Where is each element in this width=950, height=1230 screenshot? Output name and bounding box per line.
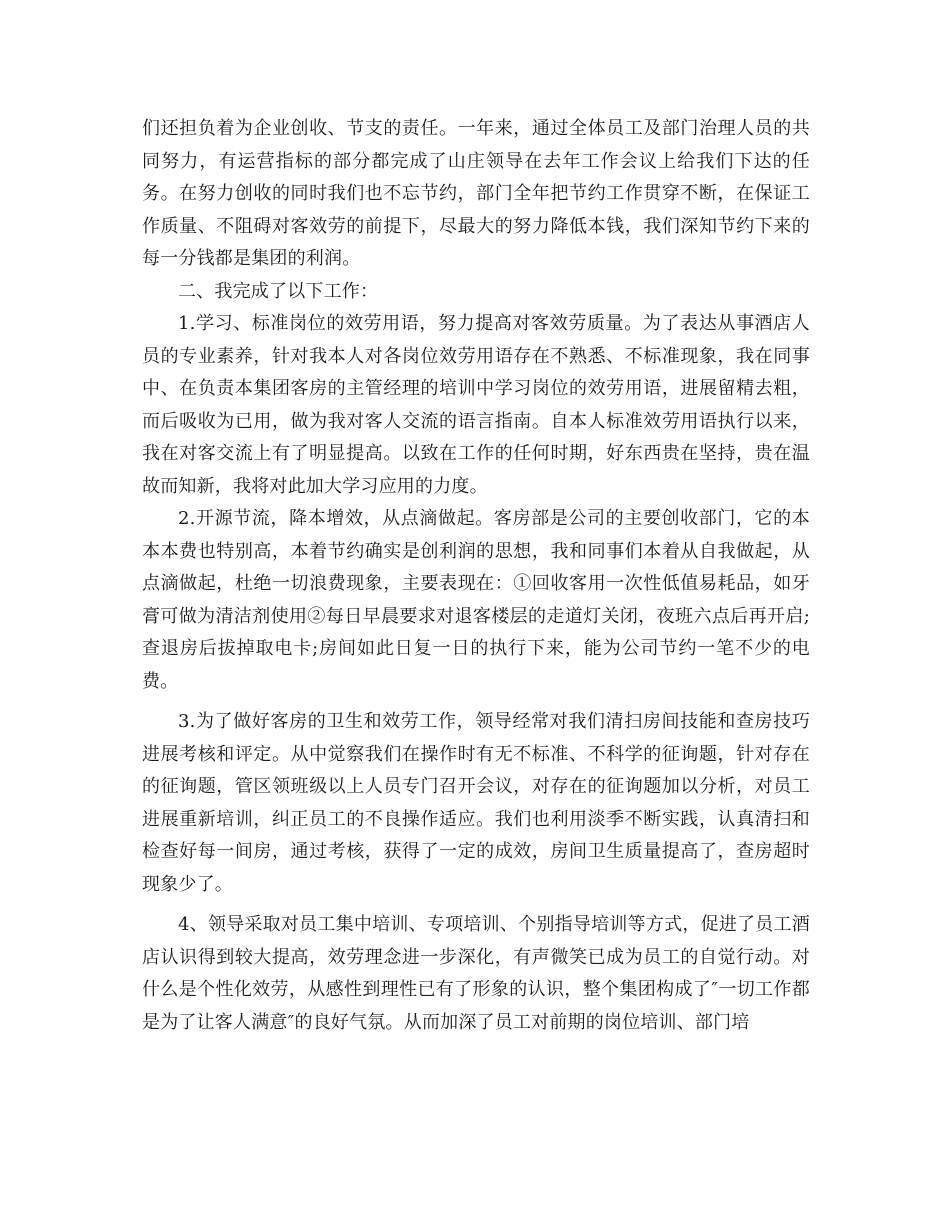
paragraph-item-4: 4、领导采取对员工集中培训、专项培训、个别指导培训等方式，促进了员工酒店认识得到较大提高，效劳理念进一步深化，有声微笑已成为员工的自觉行动。对什么是个性化效劳，从感性到理性已有了形象的认识，整个集团构成了″一切工作都是为了让客人满意″的良好气氛。从而加深了员工对前期的岗位培训、部门培 [142,914,810,1033]
paragraph-intro: 们还担负着为企业创收、节支的责任。一年来，通过全体员工及部门治理人员的共同努力，有运营指标的部分都完成了山庄领导在去年工作会议上给我们下达的任务。在努力创收的同时我们也不忘节约，部门全年把节约工作贯穿不断，在保证工作质量、不阻碍对客效劳的前提下，尽最大的努力降低本钱，我们深知节约下来的每一分钱都是集团的利润。 [142,118,810,269]
document-body [142,113,810,1039]
paragraph-item-3: 3.为了做好客房的卫生和效劳工作，领导经常对我们清扫房间技能和查房技巧进展考核和评定。从中觉察我们在操作时有无不标准、不科学的征询题，针对存在的征询题，管区领班级以上人员专门召开会议，对存在的征询题加以分析，对员工进展重新培训，纠正员工的不良操作适应。我们也利用淡季不断实践，认真清扫和检查好每一间房，通过考核，获得了一定的成效，房间卫生质量提高了，查房超时现象少了。 [142,711,810,895]
paragraph-heading: 二、我完成了以下工作： [178,280,379,302]
paragraph-item-1: 1.学习、标准岗位的效劳用语，努力提高对客效劳质量。为了表达从事酒店人员的专业素养，针对我本人对各岗位效劳用语存在不熟悉、不标准现象，我在同事中、在负责本集团客房的主管经理的培训中学习岗位的效劳用语，进展留精去粗，而后吸收为已用，做为我对客人交流的语言指南。自本人标准效劳用语执行以来，我在对客交流上有了明显提高。以致在工作的任何时期，好东西贵在坚持，贵在温故而知新，我将对此加大学习应用的力度。 [142,313,810,497]
paragraph-item-2: 2.开源节流，降本增效，从点滴做起。客房部是公司的主要创收部门，它的本本本费也特别高，本着节约确实是创利润的思想，我和同事们本着从自我做起，从点滴做起，杜绝一切浪费现象，主要表现在：①回收客用一次性低值易耗品，如牙膏可做为清洁剂使用②每日早晨要求对退客楼层的走道灯关闭，夜班六点后再开启;查退房后拔掉取电卡;房间如此日复一日的执行下来，能为公司节约一笔不少的电费。 [142,508,810,692]
